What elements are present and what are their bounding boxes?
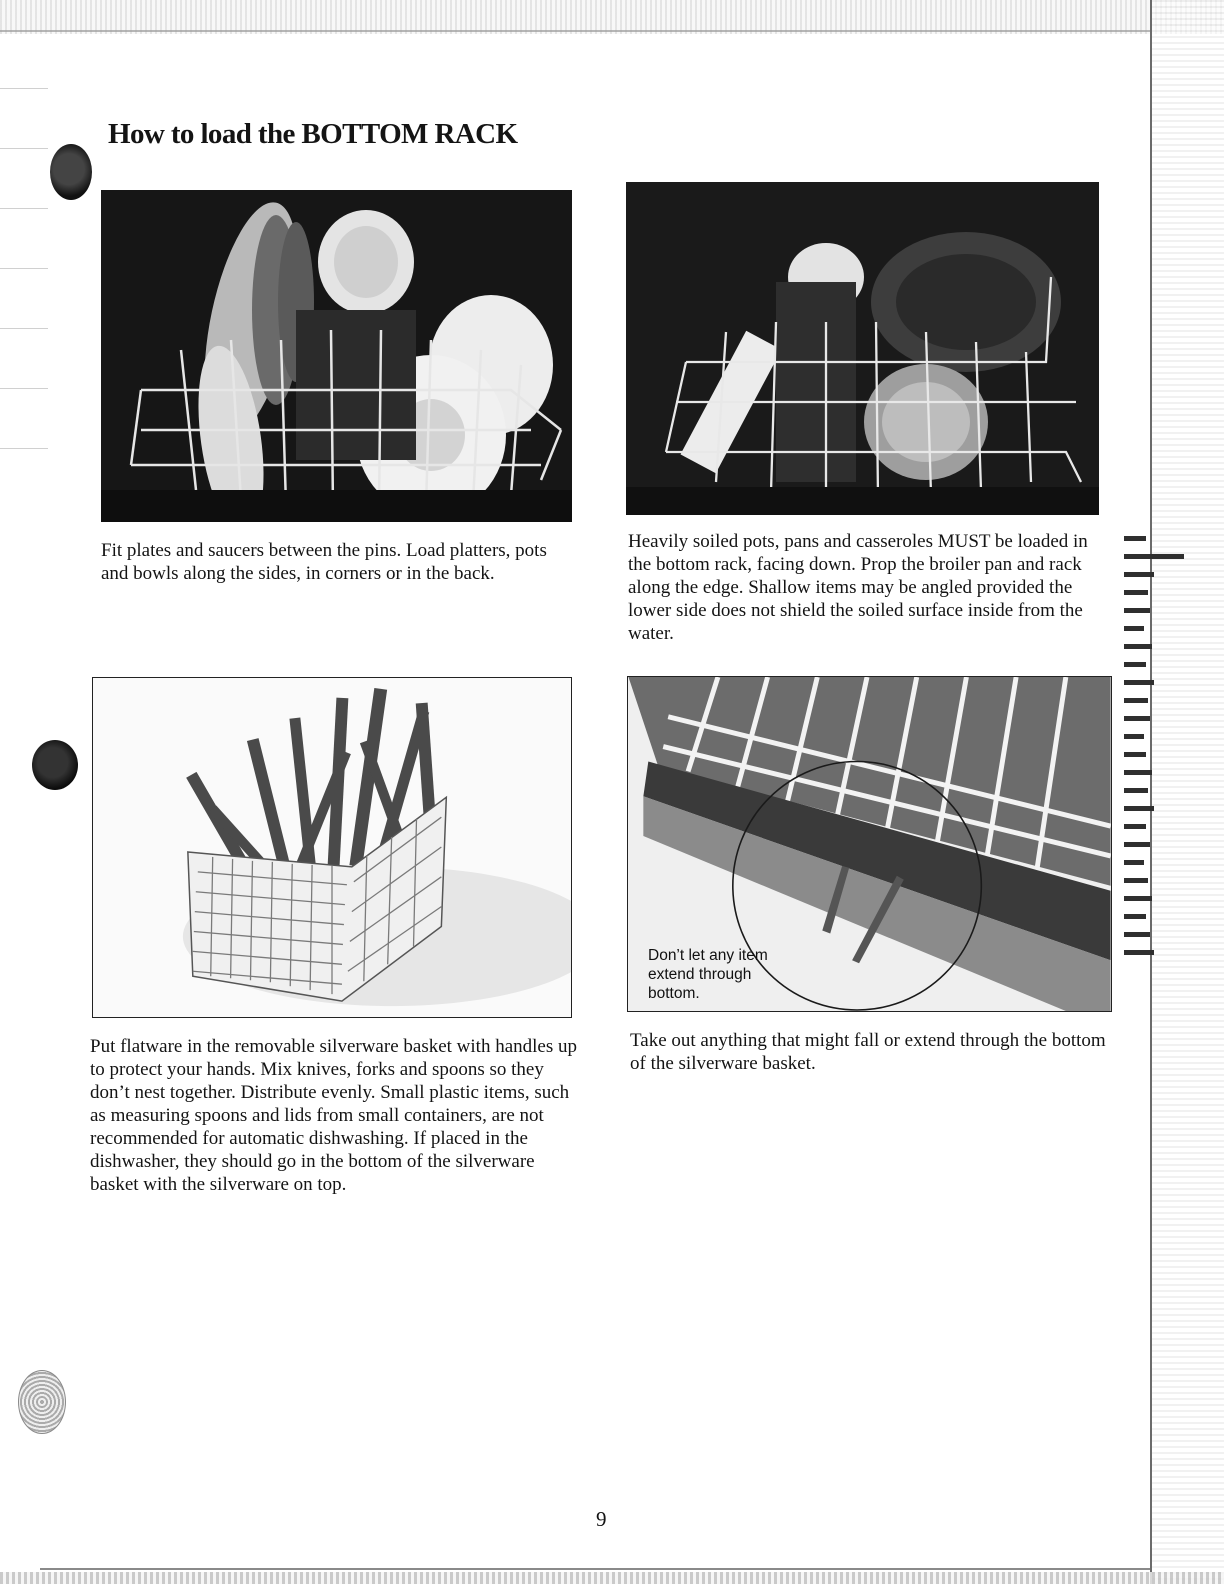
caption-basket-bottom: Take out anything that might fall or extend through the bottom of the silverware basket. bbox=[630, 1030, 1106, 1074]
silverware-basket-illustration bbox=[93, 678, 571, 1017]
photo-basket-bottom-detail bbox=[627, 676, 1112, 1012]
scan-line-bottom bbox=[40, 1568, 1150, 1570]
dishes-in-rack-illustration bbox=[101, 190, 572, 522]
caption-pots-and-pans: Heavily soiled pots, pans and casseroles MUST be loaded in the bottom rack, facing down. Prop the broiler pan and rack along the edge. Shallow items may be angled provided the lower side does not shield the soiled surface inside from the water. bbox=[628, 531, 1088, 644]
photo-pots-and-pans bbox=[626, 182, 1099, 515]
page-number: 9 bbox=[596, 1507, 607, 1531]
caption-plates-and-bowls: Fit plates and saucers between the pins. Load platters, pots and bowls along the sides, in corners or in the back. bbox=[101, 540, 547, 584]
page-title bbox=[108, 118, 517, 151]
binder-hole-bottom bbox=[18, 1370, 66, 1434]
margin-thumb-marks bbox=[1124, 536, 1188, 1006]
page-title-prefix: How to load the bbox=[108, 118, 302, 150]
scan-noise-bottom bbox=[0, 1572, 1224, 1584]
scan-line-top bbox=[0, 30, 1150, 32]
scan-noise-top bbox=[0, 0, 1224, 34]
binder-hole-top bbox=[50, 144, 92, 200]
caption-silverware-basket: Put flatware in the removable silverware basket with handles up to protect your hands. Mix knives, forks and spoons so they don’t nest together. Distribute evenly. Small plastic items, such as measuring spoons and lids from small containers, are not recommended for automatic dishwashing. If placed in the dishwasher, they should go in the bottom of the silverware basket with the silverware on top. bbox=[90, 1036, 577, 1195]
photo-dishes-in-rack bbox=[101, 190, 572, 522]
pots-and-pans-illustration bbox=[626, 182, 1099, 515]
binder-hole-middle bbox=[32, 740, 78, 790]
callout-dont-extend: Don’t let any item extend through bottom. bbox=[648, 947, 768, 1002]
page-title-emphasis: BOTTOM RACK bbox=[301, 118, 518, 150]
photo-silverware-basket bbox=[92, 677, 572, 1018]
scan-noise-left bbox=[0, 60, 48, 480]
